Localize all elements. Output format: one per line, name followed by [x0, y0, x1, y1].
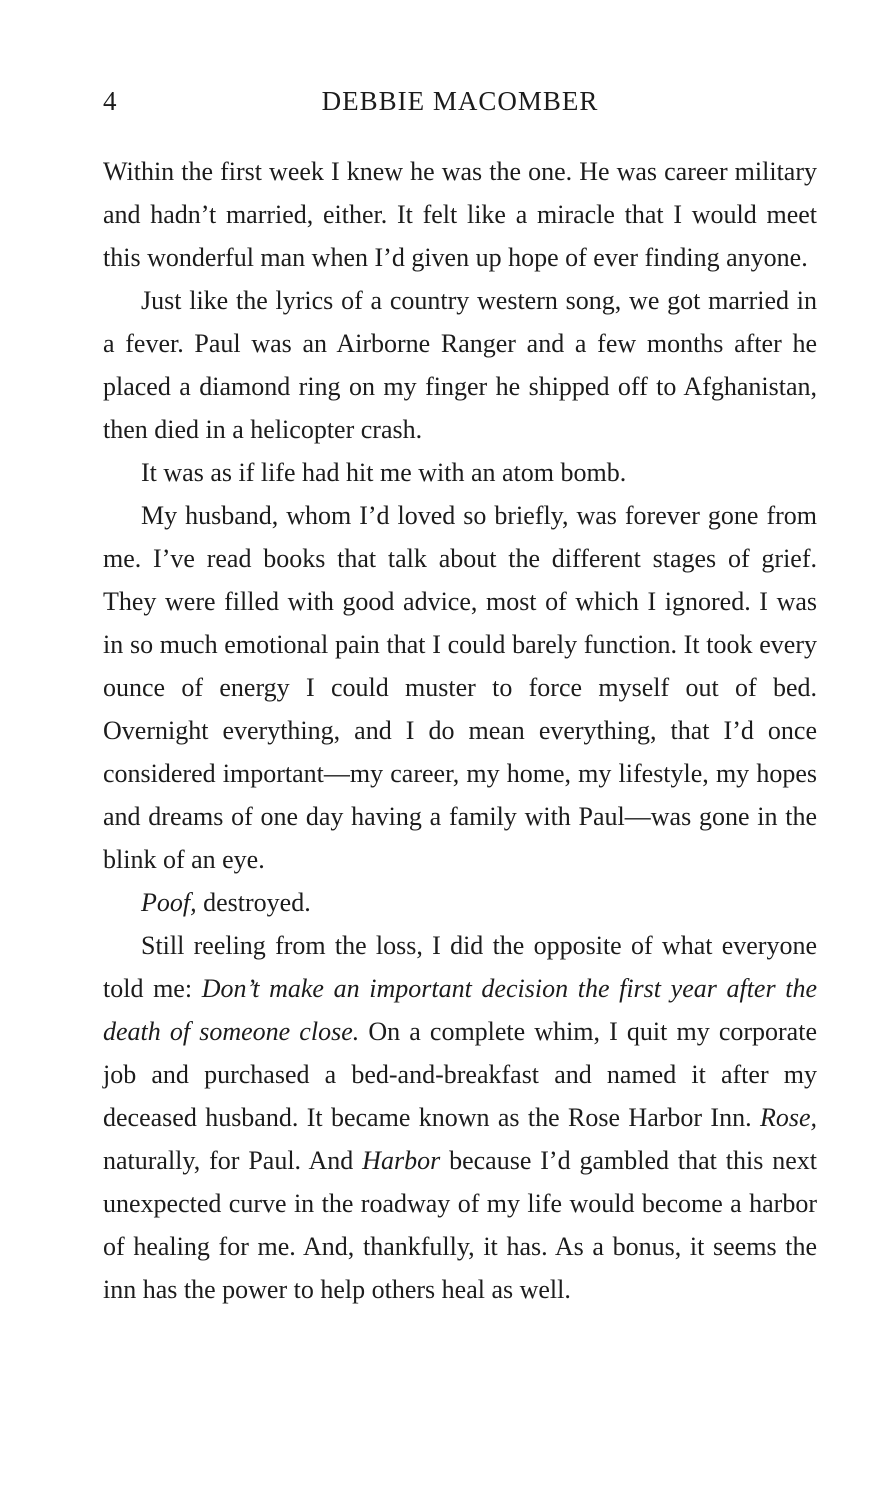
- paragraph-6-italic-rose: Rose,: [759, 1103, 817, 1132]
- running-head-author: DEBBIE MACOMBER: [321, 86, 599, 116]
- paragraph-5-italic: Poof,: [141, 888, 197, 917]
- page-header: [103, 86, 817, 126]
- paragraph-3-text: It was as if life had hit me with an atom bomb.: [141, 458, 627, 487]
- paragraph-6-text-a: Still reeling from the loss, I did the opposite of what everyone told me:: [103, 931, 817, 1003]
- paragraph-3: [103, 451, 817, 494]
- paragraph-2: [103, 279, 817, 451]
- paragraph-4: [103, 494, 817, 881]
- paragraph-4-text: My husband, whom I’d loved so briefly, was forever gone from me. I’ve read books that talk about the different stages of grief. They were filled with good advice, most of which I ignored. I was in so much emotional pain that I could barely function. It took every ounce of energy I could muster to force myself out of bed. Overnight everything, and I do mean everything, that I’d once considered important—my career, my home, my lifestyle, my hopes and dreams of one day having a family with Paul—was gone in the blink of an eye.: [103, 501, 817, 874]
- paragraph-1: [103, 150, 817, 279]
- paragraph-6: [103, 924, 817, 1311]
- paragraph-6-text-d: because I’d gambled that this next unexpected curve in the roadway of my life would become a harbor of healing for me. And, thankfully, it has. As a bonus, it seems the inn has the power to help others heal as well.: [103, 1146, 817, 1304]
- paragraph-1-text: Within the first week I knew he was the one. He was career military and hadn’t married, either. It felt like a miracle that I would meet this wonderful man when I’d given up hope of ever finding anyone.: [103, 157, 817, 272]
- paragraph-6-text-c: naturally, for Paul. And: [103, 1146, 363, 1175]
- paragraph-6-italic-harbor: Harbor: [362, 1146, 441, 1175]
- paragraph-5-text: destroyed.: [196, 888, 311, 917]
- body-text: [103, 150, 817, 1311]
- page-number: 4: [103, 86, 117, 116]
- paragraph-2-text: Just like the lyrics of a country western song, we got married in a fever. Paul was an Airborne Ranger and a few months after he placed a diamond ring on my finger he shipped off to Afghanistan, then died in a helicopter crash.: [103, 286, 817, 444]
- paragraph-5: [103, 881, 817, 924]
- paragraph-6-text-b: On a complete whim, I quit my corporate job and purchased a bed-and-breakfast and named it after my deceased husband. It became known as the Rose Harbor Inn.: [103, 1017, 817, 1132]
- paragraph-6-italic-advice: Don’t make an important decision the first year after the death of someone close.: [103, 974, 817, 1046]
